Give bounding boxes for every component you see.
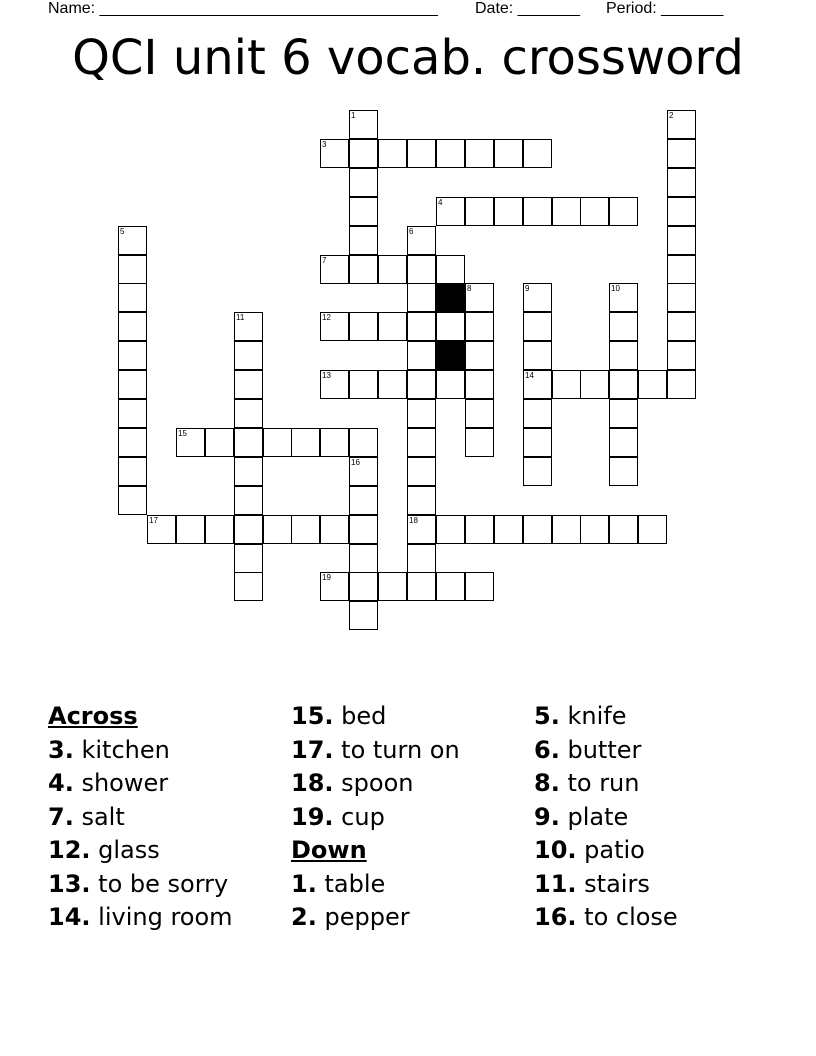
- grid-cell[interactable]: [436, 370, 465, 399]
- across-heading: Across: [48, 702, 138, 730]
- grid-cell[interactable]: [320, 312, 349, 341]
- grid-cell[interactable]: [291, 515, 320, 544]
- grid-cell[interactable]: [465, 572, 494, 601]
- grid-cell[interactable]: [436, 255, 465, 284]
- clue-down: 11. stairs: [534, 869, 650, 898]
- grid-cell[interactable]: [118, 399, 147, 428]
- clue-number: 15: [178, 429, 187, 438]
- grid-cell[interactable]: [349, 428, 378, 457]
- clue-down: 8. to run: [534, 769, 640, 797]
- grid-cell[interactable]: [407, 226, 436, 255]
- grid-cell[interactable]: [118, 457, 147, 486]
- grid-cell[interactable]: [205, 515, 234, 544]
- grid-cell[interactable]: [436, 312, 465, 341]
- clue-across: 17. to turn on: [291, 735, 460, 764]
- clue-number: 6: [409, 227, 414, 236]
- grid-cell[interactable]: [234, 399, 263, 428]
- grid-cell[interactable]: [349, 139, 378, 168]
- clues-column-3: [534, 700, 678, 935]
- grid-cell[interactable]: [667, 370, 696, 399]
- grid-cell[interactable]: [349, 255, 378, 284]
- grid-cell[interactable]: [667, 168, 696, 197]
- grid-cell[interactable]: [234, 515, 263, 544]
- grid-cell[interactable]: [234, 341, 263, 370]
- grid-cell[interactable]: [436, 515, 465, 544]
- grid-cell[interactable]: [609, 515, 638, 544]
- clue-down: 9. plate: [534, 802, 629, 831]
- grid-cell[interactable]: [667, 226, 696, 255]
- grid-cell[interactable]: [349, 370, 378, 399]
- grid-cell[interactable]: [234, 544, 263, 573]
- grid-cell[interactable]: [667, 255, 696, 284]
- grid-cell[interactable]: [552, 515, 581, 544]
- grid-cell[interactable]: [349, 226, 378, 255]
- name-field-label: Name: ______________________________________: [48, 0, 438, 17]
- clue-across: 15. bed: [291, 702, 387, 730]
- grid-cell[interactable]: [176, 428, 205, 457]
- grid-cell[interactable]: [118, 341, 147, 370]
- date-field-label: Date: _______: [475, 0, 580, 17]
- grid-cell[interactable]: [118, 486, 147, 515]
- clue-number: 3: [322, 140, 327, 149]
- clues-column-1: [48, 700, 233, 935]
- clue-number: 18: [409, 516, 418, 525]
- grid-cell[interactable]: [407, 515, 436, 544]
- clue-across: 4. shower: [48, 769, 169, 797]
- clue-number: 7: [322, 256, 327, 265]
- clue-across: 14. living room: [48, 903, 233, 931]
- clue-down: 16. to close: [534, 903, 678, 931]
- grid-cell[interactable]: [349, 486, 378, 515]
- grid-cell[interactable]: [407, 544, 436, 573]
- grid-cell[interactable]: [118, 370, 147, 399]
- clue-number: 8: [467, 284, 472, 293]
- grid-cell[interactable]: [407, 139, 436, 168]
- grid-cell[interactable]: [407, 370, 436, 399]
- grid-cell[interactable]: [609, 399, 638, 428]
- grid-cell[interactable]: [407, 486, 436, 515]
- grid-cell[interactable]: [378, 255, 407, 284]
- grid-cell[interactable]: [349, 457, 378, 486]
- clue-across: 7. salt: [48, 802, 125, 831]
- grid-cell[interactable]: [234, 572, 263, 601]
- clue-number: 1: [351, 111, 356, 120]
- clue-number: 19: [322, 573, 331, 582]
- grid-cell[interactable]: [320, 428, 349, 457]
- grid-cell[interactable]: [580, 515, 609, 544]
- black-square: [436, 341, 465, 370]
- down-heading: Down: [291, 836, 367, 864]
- grid-cell[interactable]: [523, 341, 552, 370]
- grid-cell[interactable]: [609, 341, 638, 370]
- grid-cell[interactable]: [436, 139, 465, 168]
- grid-cell[interactable]: [494, 515, 523, 544]
- clue-down: 10. patio: [534, 836, 645, 864]
- clue-number: 2: [669, 111, 674, 120]
- clue-number: 13: [322, 371, 331, 380]
- grid-cell[interactable]: [407, 572, 436, 601]
- grid-cell[interactable]: [263, 515, 292, 544]
- clue-number: 9: [525, 284, 530, 293]
- grid-cell[interactable]: [118, 255, 147, 284]
- clue-number: 14: [525, 371, 534, 380]
- grid-cell[interactable]: [523, 197, 552, 226]
- grid-cell[interactable]: [118, 428, 147, 457]
- grid-cell[interactable]: [465, 139, 494, 168]
- grid-cell[interactable]: [349, 601, 378, 630]
- grid-cell[interactable]: [609, 197, 638, 226]
- grid-cell[interactable]: [291, 428, 320, 457]
- clue-down: 5. knife: [534, 702, 627, 730]
- grid-cell[interactable]: [407, 341, 436, 370]
- grid-cell[interactable]: [320, 139, 349, 168]
- clue-number: 16: [351, 458, 360, 467]
- grid-cell[interactable]: [378, 312, 407, 341]
- grid-cell[interactable]: [118, 283, 147, 312]
- grid-cell[interactable]: [378, 572, 407, 601]
- grid-cell[interactable]: [667, 110, 696, 139]
- grid-cell[interactable]: [407, 312, 436, 341]
- grid-cell[interactable]: [118, 312, 147, 341]
- grid-cell[interactable]: [378, 139, 407, 168]
- grid-cell[interactable]: [234, 312, 263, 341]
- clue-number: 12: [322, 313, 331, 322]
- grid-cell[interactable]: [552, 197, 581, 226]
- grid-cell[interactable]: [349, 168, 378, 197]
- grid-cell[interactable]: [378, 370, 407, 399]
- grid-cell[interactable]: [349, 110, 378, 139]
- grid-cell[interactable]: [667, 139, 696, 168]
- grid-cell[interactable]: [407, 428, 436, 457]
- grid-cell[interactable]: [234, 457, 263, 486]
- grid-cell[interactable]: [349, 312, 378, 341]
- grid-cell[interactable]: [609, 312, 638, 341]
- clue-number: 11: [236, 313, 245, 322]
- grid-cell[interactable]: [580, 370, 609, 399]
- grid-cell[interactable]: [320, 255, 349, 284]
- grid-cell[interactable]: [465, 312, 494, 341]
- grid-cell[interactable]: [523, 370, 552, 399]
- grid-cell[interactable]: [638, 370, 667, 399]
- black-square: [436, 283, 465, 312]
- grid-cell[interactable]: [523, 312, 552, 341]
- grid-cell[interactable]: [407, 399, 436, 428]
- grid-cell[interactable]: [465, 341, 494, 370]
- grid-cell[interactable]: [465, 399, 494, 428]
- grid-cell[interactable]: [320, 515, 349, 544]
- clue-number: 4: [438, 198, 443, 207]
- grid-cell[interactable]: [609, 428, 638, 457]
- grid-cell[interactable]: [320, 370, 349, 399]
- grid-cell[interactable]: [552, 370, 581, 399]
- grid-cell[interactable]: [465, 370, 494, 399]
- grid-cell[interactable]: [147, 515, 176, 544]
- grid-cell[interactable]: [349, 544, 378, 573]
- page-title: QCI unit 6 vocab. crossword: [72, 30, 744, 86]
- grid-cell[interactable]: [523, 515, 552, 544]
- grid-cell[interactable]: [407, 457, 436, 486]
- grid-cell[interactable]: [494, 197, 523, 226]
- grid-cell[interactable]: [407, 255, 436, 284]
- grid-cell[interactable]: [638, 515, 667, 544]
- clue-across: 3. kitchen: [48, 735, 170, 764]
- grid-cell[interactable]: [465, 515, 494, 544]
- clue-down: 1. table: [291, 869, 386, 898]
- clue-across: 13. to be sorry: [48, 869, 229, 898]
- grid-cell[interactable]: [118, 226, 147, 255]
- grid-cell[interactable]: [465, 428, 494, 457]
- grid-cell[interactable]: [523, 428, 552, 457]
- grid-cell[interactable]: [609, 283, 638, 312]
- grid-cell[interactable]: [523, 139, 552, 168]
- clue-down: 6. butter: [534, 735, 642, 764]
- grid-cell[interactable]: [667, 283, 696, 312]
- clue-number: 5: [120, 227, 125, 236]
- grid-cell[interactable]: [609, 457, 638, 486]
- grid-cell[interactable]: [349, 515, 378, 544]
- grid-cell[interactable]: [580, 197, 609, 226]
- clue-across: 19. cup: [291, 802, 385, 831]
- grid-cell[interactable]: [667, 341, 696, 370]
- clue-across: 12. glass: [48, 836, 160, 864]
- grid-cell[interactable]: [349, 572, 378, 601]
- grid-cell[interactable]: [667, 312, 696, 341]
- grid-cell[interactable]: [465, 283, 494, 312]
- grid-cell[interactable]: [436, 572, 465, 601]
- grid-cell[interactable]: [234, 428, 263, 457]
- grid-cell[interactable]: [523, 283, 552, 312]
- grid-cell[interactable]: [523, 399, 552, 428]
- period-field-label: Period: _______: [606, 0, 724, 17]
- grid-cell[interactable]: [263, 428, 292, 457]
- clue-number: 10: [611, 284, 620, 293]
- grid-cell[interactable]: [465, 197, 494, 226]
- grid-cell[interactable]: [436, 197, 465, 226]
- grid-cell[interactable]: [234, 486, 263, 515]
- grid-cell[interactable]: [205, 428, 234, 457]
- grid-cell[interactable]: [349, 197, 378, 226]
- grid-cell[interactable]: [320, 572, 349, 601]
- clue-across: 18. spoon: [291, 769, 414, 797]
- grid-cell[interactable]: [234, 370, 263, 399]
- grid-cell[interactable]: [176, 515, 205, 544]
- clues-column-2: [291, 700, 460, 935]
- clue-down: 2. pepper: [291, 903, 410, 931]
- grid-cell[interactable]: [494, 139, 523, 168]
- grid-cell[interactable]: [667, 197, 696, 226]
- grid-cell[interactable]: [609, 370, 638, 399]
- grid-cell[interactable]: [407, 283, 436, 312]
- clue-number: 17: [149, 516, 158, 525]
- grid-cell[interactable]: [523, 457, 552, 486]
